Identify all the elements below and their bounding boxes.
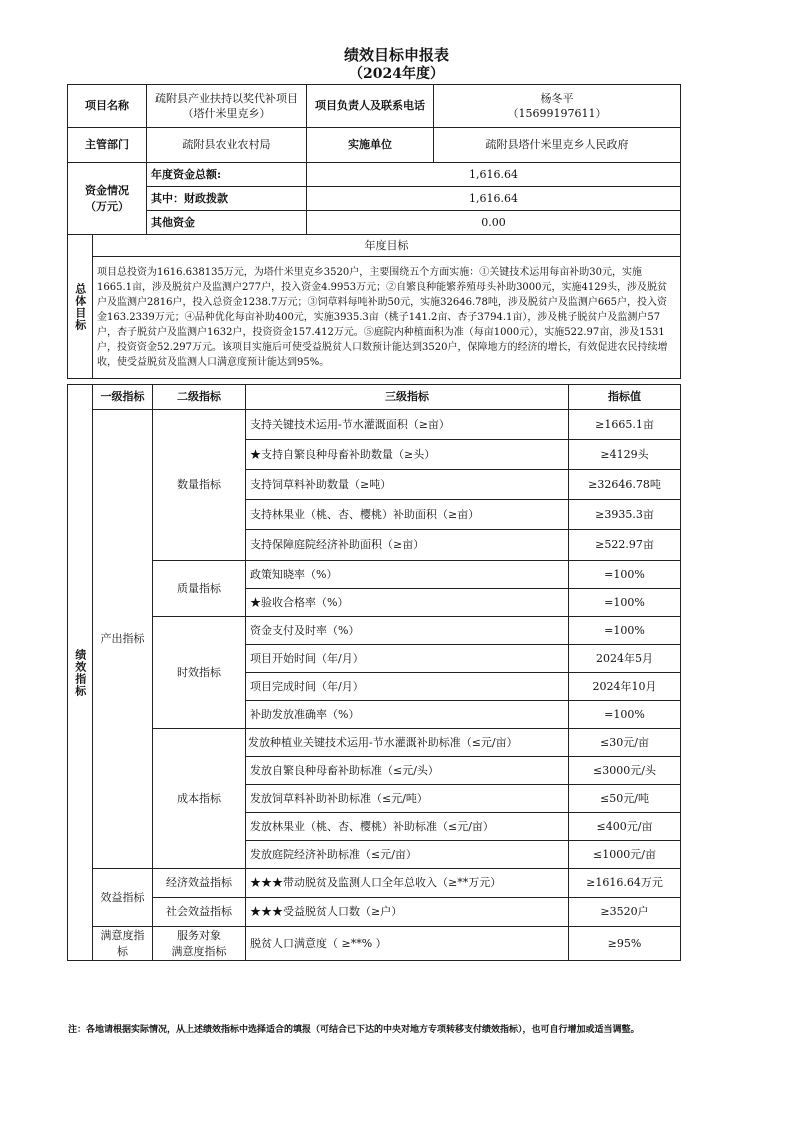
service-label-line1: 服务对象 (177, 929, 221, 943)
indicator-value: ≥1665.1亩 (569, 410, 681, 440)
annual-goal-header: 年度目标 (93, 235, 681, 257)
header-level3: 三级指标 (246, 385, 569, 410)
indicator-value: ≤50元/吨 (569, 785, 681, 813)
funds-other-value: 0.00 (307, 211, 681, 235)
funds-label (68, 163, 147, 235)
funds-label-line2: （万元） (85, 199, 129, 213)
page-subtitle-year: （2024年度） (349, 66, 444, 82)
table-row (68, 898, 681, 927)
indicator-value: =100% (569, 617, 681, 645)
contact-phone: （15699197611） (507, 107, 607, 120)
header-level1: 一级指标 (93, 385, 153, 410)
satisfaction-indicator-label (93, 927, 153, 961)
indicator-name: ★支持自繁良种母畜补助数量（≥头） (246, 440, 569, 470)
header-level2: 二级指标 (153, 385, 246, 410)
indicator-name: 补助发放准确率（%） (246, 701, 569, 729)
contact-name: 杨冬平 (540, 91, 574, 105)
time-indicator-label: 时效指标 (153, 617, 246, 729)
contact-label: 项目负责人及联系电话 (307, 85, 434, 128)
table-row (68, 927, 681, 961)
indicator-name: 支持林果业（桃、杏、樱桃）补助面积（≥亩） (246, 500, 569, 530)
dept-value: 疏附县农业农村局 (147, 128, 307, 163)
header-value: 指标值 (569, 385, 681, 410)
indicator-value: =100% (569, 589, 681, 617)
table-row (68, 729, 681, 757)
indicator-value: ≤30元/亩 (569, 729, 681, 757)
indicator-name: 发放种植业关键技术运用-节水灌溉补助标准（≤元/亩） (246, 729, 569, 757)
footnote: 注：各地请根据实际情况，从上述绩效指标中选择适合的填报（可结合已下达的中央对地方专项转移支付绩效指标），也可自行增加或适当调整。 (68, 1025, 640, 1035)
indicator-value: ≥32646.78吨 (569, 470, 681, 500)
benefit-indicator-label: 效益指标 (93, 869, 153, 927)
service-indicator-label (153, 927, 246, 961)
output-indicator-label: 产出指标 (93, 410, 153, 869)
indicator-name: 发放饲草料补助补助标准（≤元/吨） (246, 785, 569, 813)
indicator-value: ≥522.97亩 (569, 530, 681, 561)
indicator-value: ≥95% (569, 927, 681, 961)
indicator-value: ≥3935.3亩 (569, 500, 681, 530)
project-name-label: 项目名称 (68, 85, 147, 128)
annual-goal-text: 项目总投资为1616.638135万元，为塔什米里克乡3520户，主要围绕五个方面实施：①关键技术运用每亩补助30元，实施1665.1亩，涉及脱贫户及监测户277户，投入资金4.9953万元；②自繁良种能繁养殖母头补助3000元，实施4129头，涉及脱贫户及监测户2816户，投入总资金1238.7万元；③饲草料每吨补助50元，实施32646.78吨，涉及脱贫户及监测户665户，投入资金163.2339万元；④品种优化每亩补助400元，实施3935.3亩（桃子141.2亩、杏子3794.1亩），涉及桃子脱贫户及监测户57户，杏子脱贫户及监测户1632户，投资资金157.412万元。⑤庭院内种植面积为准（每亩1000元），实施522.97亩，涉及1531户，投资资金52.297万元。该项目实施后可使受益脱贫人口数预计能达到3520户，保障地方的经济的增长，有效促进农民持续增收，使受益脱贫及监测人口满意度预计能达到95%。 (93, 257, 681, 379)
indicator-name: 支持关键技术运用-节水灌溉面积（≥亩） (246, 410, 569, 440)
indicator-name: 脱贫人口满意度（ ≥**% ） (246, 927, 569, 961)
indicator-value: 2024年5月 (569, 645, 681, 673)
econ-indicator-label: 经济效益指标 (153, 869, 246, 898)
info-table (67, 84, 681, 379)
indicator-value: 2024年10月 (569, 673, 681, 701)
contact-value (434, 85, 681, 128)
table-row (68, 617, 681, 645)
indicator-name: 发放林果业（桃、杏、樱桃）补助标准（≤元/亩） (246, 813, 569, 841)
indicator-name: 发放庭院经济补助标准（≤元/亩） (246, 841, 569, 869)
indicator-value: ≤3000元/头 (569, 757, 681, 785)
impl-unit-value: 疏附县塔什米里克乡人民政府 (434, 128, 681, 163)
impl-unit-label: 实施单位 (307, 128, 434, 163)
indicator-name: 资金支付及时率（%） (246, 617, 569, 645)
cost-indicator-label: 成本指标 (153, 729, 246, 869)
table-row (68, 869, 681, 898)
indicator-value: =100% (569, 701, 681, 729)
funds-total-label: 年度资金总额: (147, 163, 307, 187)
indicator-name: 支持保障庭院经济补助面积（≥亩） (246, 530, 569, 561)
funds-other-label: 其他资金 (147, 211, 307, 235)
perf-side-label: 绩效指标 (68, 385, 93, 961)
funds-label-line1: 资金情况 (85, 184, 129, 198)
page-title: 绩效目标申报表 (343, 46, 449, 64)
indicator-name: 支持饲草料补助数量（≥吨） (246, 470, 569, 500)
social-indicator-label: 社会效益指标 (153, 898, 246, 927)
indicator-name: ★★★带动脱贫及监测人口全年总收入（≥**万元） (246, 869, 569, 898)
satisfaction-label-line1: 满意度指 (100, 929, 145, 943)
service-label-line2: 满意度指标 (171, 944, 227, 958)
project-name-value: 疏附县产业扶持以奖代补项目（塔什米里克乡） (147, 85, 307, 128)
indicator-name: 项目开始时间（年/月） (246, 645, 569, 673)
quantity-indicator-label: 数量指标 (153, 410, 246, 561)
indicator-name: 项目完成时间（年/月） (246, 673, 569, 701)
table-row (68, 410, 681, 440)
funds-fiscal-label: 其中：财政拨款 (147, 187, 307, 211)
dept-label: 主管部门 (68, 128, 147, 163)
indicator-name: ★★★受益脱贫人口数（≥户） (246, 898, 569, 927)
performance-table (67, 384, 681, 961)
satisfaction-label-line2: 标 (117, 944, 128, 958)
overall-goal-label: 总体目标 (68, 235, 93, 379)
indicator-name: ★验收合格率（%） (246, 589, 569, 617)
quality-indicator-label: 质量指标 (153, 561, 246, 617)
indicator-value: ≥4129头 (569, 440, 681, 470)
indicator-value: ≤1000元/亩 (569, 841, 681, 869)
funds-fiscal-value: 1,616.64 (307, 187, 681, 211)
indicator-value: ≤400元/亩 (569, 813, 681, 841)
funds-total-value: 1,616.64 (307, 163, 681, 187)
indicator-value: =100% (569, 561, 681, 589)
indicator-name: 发放自繁良种母畜补助标准（≤元/头） (246, 757, 569, 785)
table-row (68, 561, 681, 589)
indicator-value: ≥1616.64万元 (569, 869, 681, 898)
indicator-value: ≥3520户 (569, 898, 681, 927)
indicator-name: 政策知晓率（%） (246, 561, 569, 589)
